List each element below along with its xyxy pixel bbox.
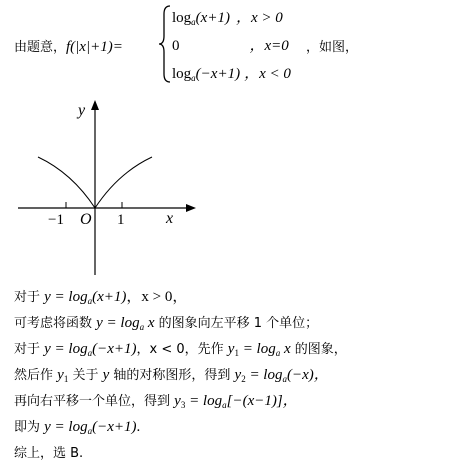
piecewise-row-negative: $\log_a(-x+1)$ ，x < 0 bbox=[172, 66, 291, 83]
piecewise-definition bbox=[14, 4, 444, 84]
x-axis-arrow bbox=[186, 204, 196, 212]
lead-function: f(|x|+1)= bbox=[66, 39, 123, 55]
left-brace bbox=[157, 4, 173, 84]
function-graph bbox=[10, 95, 200, 280]
x-axis-label: x bbox=[166, 210, 174, 227]
piecewise-row-positive: $\log_a(x+1)$ ，x > 0 bbox=[172, 10, 283, 27]
curve-left bbox=[38, 157, 95, 208]
explanation-line-4: 然后作 $y_1$ 关于 y 轴的对称图形，得到 $y_2 = \log_a(-x)$， bbox=[14, 367, 329, 384]
explanation-line-6: 即为 $y = \log_a(-x+1)$. bbox=[14, 419, 141, 436]
explanation-line-2: 可考虑将函数 $y = \log_a x$ 的图象向左平移 1 个单位； bbox=[14, 315, 319, 332]
curve-right bbox=[95, 157, 152, 208]
tick-label-negative-one: −1 bbox=[48, 212, 64, 228]
explanation-line-1: 对于 $y = \log_a(x+1)$，x > 0， bbox=[14, 289, 188, 306]
y-axis-arrow bbox=[91, 100, 99, 110]
explanation-line-5: 再向右平移一个单位，得到 $y_3 = \log_a[-(x-1)]$， bbox=[14, 393, 298, 410]
piecewise-row-zero: 0 ，x=0 bbox=[172, 38, 289, 54]
piecewise-lead bbox=[14, 36, 123, 56]
origin-label: O bbox=[80, 211, 92, 228]
explanation-conclusion: 综上，选 B. bbox=[14, 446, 84, 461]
piecewise-tail: ，如图， bbox=[306, 40, 359, 55]
y-axis-label: y bbox=[78, 102, 86, 119]
tick-label-positive-one: 1 bbox=[117, 212, 125, 228]
explanation-line-3: 对于 $y = \log_a(-x+1)$，x < 0，先作 $y_1 = \log_a x$ 的图象， bbox=[14, 341, 347, 358]
lead-prefix: 由题意， bbox=[14, 40, 67, 55]
